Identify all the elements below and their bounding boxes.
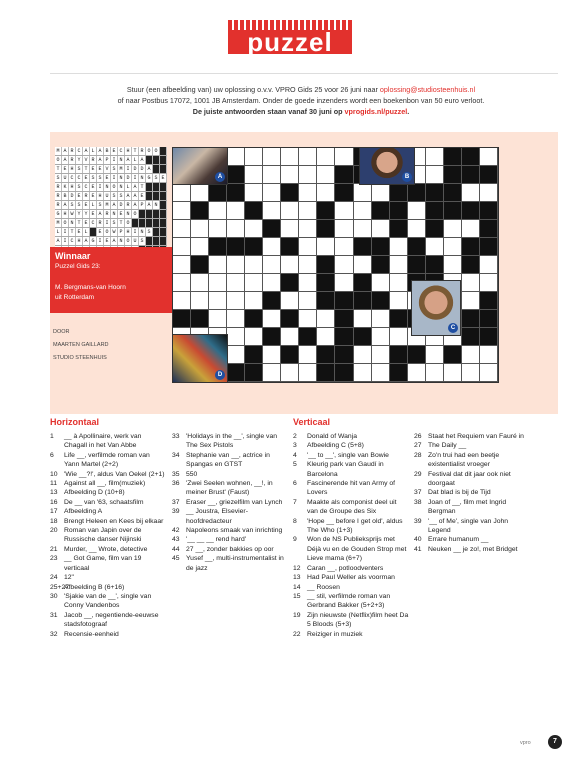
grid-cell [354, 292, 372, 310]
grid-cell [462, 328, 480, 346]
grid-cell [408, 184, 426, 202]
grid-cell [390, 346, 408, 364]
grid-cell[interactable] [209, 220, 227, 238]
grid-cell [317, 292, 335, 310]
solution-row: O A R Y V R A P I N A L A [55, 156, 167, 165]
solution-row: A I C H A G I E A N O U S [55, 237, 167, 246]
clue-item: 27 The Daily __ [414, 442, 467, 450]
grid-cell[interactable] [444, 256, 462, 274]
grid-cell [426, 256, 444, 274]
grid-cell[interactable] [209, 310, 227, 328]
grid-cell [245, 238, 263, 256]
grid-cell[interactable] [299, 148, 317, 166]
grid-cell[interactable] [245, 184, 263, 202]
grid-cell [444, 202, 462, 220]
grid-cell[interactable] [462, 346, 480, 364]
grid-cell [480, 238, 498, 256]
grid-cell [263, 220, 281, 238]
logo-text: puzzel [247, 27, 333, 57]
clue-item: 37 Eraser __, griezelfilm van Lynch [172, 498, 283, 506]
horizontal-heading: Horizontaal [50, 417, 100, 427]
grid-cell[interactable] [281, 328, 299, 346]
grid-cell[interactable] [263, 364, 281, 382]
grid-cell [480, 220, 498, 238]
solution-row: M O N T E C R I S T O [55, 219, 167, 228]
grid-cell[interactable] [354, 202, 372, 220]
grid-cell[interactable] [444, 238, 462, 256]
intro-line2: of naar Postbus 17072, 1001 JB Amsterdam. Onder de goede inzenders wordt een boekenbon van 50 euro verloot. [117, 96, 485, 105]
grid-cell[interactable] [227, 148, 245, 166]
clue-item: 38 Joan of __, film met Ingrid Bergman [414, 498, 507, 516]
clue-item: 36 'Zwei Seelen wohnen, __!, in meiner Brust' (Faust) [172, 480, 273, 497]
grid-cell[interactable] [408, 202, 426, 220]
grid-cell [263, 328, 281, 346]
clue-item: 21 Murder, __ Wrote, detective [50, 545, 148, 553]
grid-cell [245, 202, 263, 220]
grid-cell[interactable] [372, 274, 390, 292]
clue-item: 40 Errare humanum __ [414, 536, 489, 544]
grid-cell [263, 292, 281, 310]
grid-cell [191, 256, 209, 274]
grid-cell[interactable] [299, 292, 317, 310]
grid-cell[interactable] [354, 256, 372, 274]
grid-cell[interactable] [390, 328, 408, 346]
grid-cell[interactable] [354, 184, 372, 202]
grid-cell[interactable] [480, 274, 498, 292]
grid-cell[interactable] [426, 364, 444, 382]
grid-cell [191, 202, 209, 220]
grid-cell[interactable] [173, 274, 191, 292]
grid-cell[interactable] [173, 202, 191, 220]
grid-cell[interactable] [317, 238, 335, 256]
grid-cell[interactable] [191, 184, 209, 202]
grid-cell[interactable] [299, 166, 317, 184]
grid-cell [426, 202, 444, 220]
clue-item: 42 Napoleons smaak van inrichting [172, 527, 283, 535]
solution-row: R B D E R E H U S S A A E [55, 192, 167, 201]
grid-cell [408, 238, 426, 256]
grid-cell [281, 238, 299, 256]
grid-cell[interactable] [263, 274, 281, 292]
solution-row: L I T E L E O W P H I N S [55, 228, 167, 237]
clue-item: 39 __ Joustra, Elsevier-hoofdredacteur [172, 508, 248, 525]
solution-row: G H W Y Y E A R N E N O [55, 210, 167, 219]
grid-cell[interactable] [299, 274, 317, 292]
grid-cell [408, 346, 426, 364]
grid-cell[interactable] [227, 310, 245, 328]
grid-cell[interactable] [209, 202, 227, 220]
grid-cell[interactable] [245, 292, 263, 310]
solution-row: M A R C A L A B E C H T R O O [55, 147, 167, 156]
horizontal-clues-col2 [172, 432, 284, 573]
grid-cell[interactable] [263, 202, 281, 220]
grid-cell[interactable] [281, 292, 299, 310]
clue-item: 31 Jacob __, negentiende-eeuwse stadsfotograaf [50, 611, 159, 629]
winner-title: Winnaar [55, 251, 91, 261]
clue-item: 23 __ Got Game, film van 19 verticaal [50, 555, 142, 572]
grid-cell [390, 310, 408, 328]
grid-cell[interactable] [227, 346, 245, 364]
grid-cell[interactable] [335, 202, 353, 220]
previous-solution-grid [55, 147, 167, 247]
clue-item: 28 Zo'n trui had een beetje existentialist vroeger [414, 451, 500, 469]
grid-cell[interactable] [462, 292, 480, 310]
clue-item: 29 Festival dat dit jaar ook niet doorgaat [414, 470, 511, 488]
grid-cell [335, 328, 353, 346]
grid-cell [480, 292, 498, 310]
clue-item: 10 'Wie __?!', aldus Van Oekel (2+1) [50, 470, 165, 478]
clue-item: 19 Zijn nieuwste (Netflix)film heet Da 5 Bloods (5+3) [293, 611, 409, 629]
grid-cell[interactable] [191, 274, 209, 292]
solution-row: S U C C E S S E I N D I N G S E [55, 174, 167, 183]
grid-cell [245, 310, 263, 328]
grid-cell[interactable] [335, 274, 353, 292]
solution-row: R K H S C E I N O N L A T [55, 183, 167, 192]
grid-cell [335, 292, 353, 310]
clue-item: 20 Roman van Japin over de Russische danser Nijinski [50, 527, 142, 544]
grid-cell[interactable] [173, 256, 191, 274]
intro-line1: Stuur (een afbeelding van) uw oplossing o.v.v. VPRO Gids 25 voor 26 juni naar [126, 85, 380, 94]
grid-cell[interactable] [281, 364, 299, 382]
photo-c: C [411, 280, 461, 336]
grid-cell[interactable] [281, 202, 299, 220]
clue-item: 6 Life __, verfilmde roman van Yann Martel (2+2) [50, 451, 150, 469]
page-number: 7 [548, 735, 562, 749]
photo-b: B [359, 147, 415, 185]
grid-cell [390, 364, 408, 382]
grid-cell [227, 364, 245, 382]
grid-cell [480, 328, 498, 346]
grid-cell[interactable] [281, 256, 299, 274]
grid-cell[interactable] [335, 256, 353, 274]
grid-cell[interactable] [372, 328, 390, 346]
clue-item: 34 Stephanie van __, actrice in Spangas en GTST [172, 451, 270, 469]
grid-cell[interactable] [372, 346, 390, 364]
grid-cell [354, 238, 372, 256]
winner-name: M. Bergmans-van Hoorn uit Rotterdam [55, 284, 126, 301]
grid-cell[interactable] [263, 238, 281, 256]
grid-cell[interactable] [299, 346, 317, 364]
grid-cell [372, 238, 390, 256]
grid-cell[interactable] [173, 292, 191, 310]
grid-cell [317, 202, 335, 220]
grid-cell[interactable] [317, 328, 335, 346]
grid-cell [335, 364, 353, 382]
grid-cell [462, 310, 480, 328]
grid-cell[interactable] [281, 148, 299, 166]
grid-cell [462, 256, 480, 274]
grid-cell [390, 184, 408, 202]
photo-a: A [172, 147, 228, 185]
grid-cell[interactable] [173, 238, 191, 256]
grid-cell [480, 166, 498, 184]
clue-item: 24 12" [50, 574, 74, 582]
grid-cell[interactable] [426, 148, 444, 166]
grid-cell[interactable] [480, 184, 498, 202]
grid-cell[interactable] [263, 310, 281, 328]
vertical-clues-col1 [293, 432, 409, 639]
clue-item: 12 Caran __, potloodventers [293, 564, 384, 572]
grid-cell[interactable] [227, 274, 245, 292]
grid-cell [173, 310, 191, 328]
grid-cell[interactable] [462, 184, 480, 202]
clue-item: 15 __ stil, verfilmde roman van Gerbrand Bakker (5+2+3) [293, 592, 391, 610]
clue-item: 39 '__ of Me', single van John Legend [414, 517, 509, 535]
grid-cell [372, 292, 390, 310]
grid-cell[interactable] [480, 346, 498, 364]
grid-cell [335, 346, 353, 364]
clue-item: 3 Afbeelding C (5+8) [293, 442, 364, 450]
clue-item: 32 Recensie-eenheid [50, 630, 119, 638]
grid-cell [245, 364, 263, 382]
grid-cell[interactable] [263, 166, 281, 184]
grid-cell[interactable] [263, 148, 281, 166]
vertical-clues-col2 [414, 432, 530, 554]
grid-cell [191, 310, 209, 328]
winner-box [50, 247, 172, 313]
email-link[interactable]: oplossing@studiosteenhuis.nl [379, 85, 476, 94]
grid-cell[interactable] [390, 238, 408, 256]
credits: DOOR MAARTEN GAILLARD STUDIO STEENHUIS [53, 329, 109, 361]
grid-cell[interactable] [227, 256, 245, 274]
grid-cell[interactable] [299, 184, 317, 202]
grid-cell [335, 184, 353, 202]
grid-cell [462, 238, 480, 256]
grid-cell[interactable] [317, 148, 335, 166]
grid-cell[interactable] [245, 328, 263, 346]
clue-item: 5 Kleurig park van Gaudí in Barcelona [293, 461, 384, 478]
grid-cell [245, 346, 263, 364]
grid-cell [317, 346, 335, 364]
clue-item: 11 Against all __, film(muziek) [50, 480, 146, 488]
grid-cell [281, 184, 299, 202]
grid-cell [227, 166, 245, 184]
horizontal-clues-col1 [50, 432, 166, 639]
grid-cell[interactable] [408, 364, 426, 382]
grid-cell[interactable] [263, 256, 281, 274]
grid-cell[interactable] [426, 166, 444, 184]
solution-row: R A S S E L S M A D R A P A N [55, 201, 167, 210]
grid-cell[interactable] [299, 364, 317, 382]
grid-cell [462, 166, 480, 184]
grid-cell[interactable] [444, 220, 462, 238]
grid-cell [335, 166, 353, 184]
grid-cell[interactable] [281, 220, 299, 238]
grid-cell [281, 346, 299, 364]
grid-cell [317, 220, 335, 238]
grid-cell[interactable] [299, 220, 317, 238]
intro-line3: De juiste antwoorden staan vanaf 30 juni op [192, 107, 345, 116]
grid-cell[interactable] [299, 238, 317, 256]
clue-item: 4 '__ to __', single van Bowie [293, 451, 389, 459]
grid-cell[interactable] [335, 238, 353, 256]
clue-item: 6 Fascinerende hit van Army of Lovers [293, 480, 396, 497]
clue-item: 35 550 [172, 470, 198, 478]
grid-cell[interactable] [480, 256, 498, 274]
clue-item: 16 De __ van '63, schaatsfilm [50, 498, 144, 506]
grid-cell[interactable] [354, 220, 372, 238]
vertical-heading: Verticaal [293, 417, 331, 427]
grid-cell [462, 202, 480, 220]
puzzel-logo [228, 20, 352, 57]
grid-cell [299, 328, 317, 346]
grid-cell[interactable] [390, 256, 408, 274]
clue-item: 18 Brengt Heleen en Kees bij elkaar [50, 517, 164, 525]
grid-cell[interactable] [173, 220, 191, 238]
grid-cell[interactable] [209, 256, 227, 274]
grid-cell[interactable] [245, 256, 263, 274]
clue-item: 1 __ à Apollinaire, werk van Chagall in het Van Abbe [50, 433, 142, 450]
grid-cell [317, 364, 335, 382]
grid-cell [372, 202, 390, 220]
grid-cell[interactable] [372, 310, 390, 328]
grid-cell [390, 202, 408, 220]
grid-cell[interactable] [390, 292, 408, 310]
grid-cell [335, 310, 353, 328]
clue-item: 13 Afbeelding D (10+8) [50, 489, 125, 497]
grid-cell [281, 274, 299, 292]
grid-cell[interactable] [335, 220, 353, 238]
grid-cell[interactable] [245, 166, 263, 184]
grid-cell[interactable] [299, 202, 317, 220]
grid-cell [408, 256, 426, 274]
winner-subtitle: Puzzel Gids 23: [55, 263, 101, 270]
grid-cell[interactable] [372, 364, 390, 382]
grid-cell[interactable] [191, 238, 209, 256]
clue-item: 17 Afbeelding A [50, 508, 103, 516]
grid-cell[interactable] [408, 220, 426, 238]
grid-cell[interactable] [209, 292, 227, 310]
grid-cell[interactable] [462, 220, 480, 238]
grid-cell [480, 202, 498, 220]
clue-item: 2 Donald of Wanja [293, 433, 357, 440]
clue-item: 33 'Holidays in the __', single van The Sex Pistols [172, 433, 278, 450]
divider [50, 73, 558, 74]
grid-cell[interactable] [480, 148, 498, 166]
clue-item: 43 '__ __ __ rend hard' [172, 536, 247, 544]
grid-cell[interactable] [227, 292, 245, 310]
grid-cell[interactable] [299, 256, 317, 274]
grid-cell[interactable] [245, 274, 263, 292]
photo-d: D [172, 334, 228, 383]
clue-item: 30 'Sjakie van de __', single van Conny Vandenbos [50, 592, 152, 610]
grid-cell [354, 274, 372, 292]
grid-cell [209, 238, 227, 256]
grid-cell [227, 184, 245, 202]
solution-row: T E H S T E E V S M I D D A [55, 165, 167, 174]
grid-cell [444, 346, 462, 364]
grid-cell [462, 148, 480, 166]
grid-cell [444, 184, 462, 202]
grid-cell[interactable] [317, 310, 335, 328]
grid-cell[interactable] [372, 220, 390, 238]
grid-cell [317, 274, 335, 292]
grid-cell [480, 310, 498, 328]
clue-item: 45 Yusef __, multi-instrumentalist in de jazz [172, 555, 284, 572]
grid-cell[interactable] [209, 274, 227, 292]
grid-cell[interactable] [227, 220, 245, 238]
grid-cell[interactable] [426, 238, 444, 256]
grid-cell[interactable] [245, 148, 263, 166]
clue-item: 22 Reiziger in muziek [293, 630, 363, 638]
grid-cell [444, 148, 462, 166]
grid-cell[interactable] [354, 310, 372, 328]
grid-cell [426, 220, 444, 238]
grid-cell[interactable] [480, 364, 498, 382]
grid-cell [444, 166, 462, 184]
website-link[interactable]: vprogids.nl/puzzel [344, 107, 408, 116]
grid-cell [354, 328, 372, 346]
grid-cell [317, 256, 335, 274]
clue-item: 37 Dat blad is bij de Tijd [414, 489, 491, 497]
clue-item: 26 Staat het Requiem van Fauré in [414, 433, 524, 440]
clue-item: 14 __ Roosen [293, 583, 340, 591]
clue-item: 9 Won de NS Publieksprijs met Déjà vu en de Gouden Strop met Lieve mama (6+7) [293, 536, 407, 563]
clue-item: 13 Had Paul Weller als voorman [293, 574, 395, 582]
grid-cell[interactable] [462, 364, 480, 382]
grid-cell[interactable] [390, 274, 408, 292]
grid-cell [372, 256, 390, 274]
grid-cell [227, 238, 245, 256]
instructions: Stuur (een afbeelding van) uw oplossing o.v.v. VPRO Gids 25 voor 26 juni naar oplossing@studiosteenhuis.nl of naar Postbus 17072, 1001 JB Amsterdam. Onder de goede inzenders wordt een boekenbon van 50 euro verloot. De juiste antwoorden staan vanaf 30 juni op vprogids.nl/puzzel. [117, 85, 485, 116]
clue-item: 7 Maakte als componist deel uit van de Groupe des Six [293, 498, 397, 516]
grid-cell[interactable] [372, 184, 390, 202]
grid-cell [209, 184, 227, 202]
grid-cell[interactable] [263, 184, 281, 202]
grid-cell[interactable] [354, 364, 372, 382]
grid-cell[interactable] [173, 184, 191, 202]
grid-cell[interactable] [227, 328, 245, 346]
grid-cell[interactable] [191, 220, 209, 238]
grid-cell[interactable] [462, 274, 480, 292]
grid-cell [390, 220, 408, 238]
clue-item: 25+27 Afbeelding B (6+16) [50, 583, 125, 591]
grid-cell[interactable] [317, 166, 335, 184]
grid-cell[interactable] [317, 184, 335, 202]
clue-item: 8 'Hope __ before I get old', aldus The Who (1+3) [293, 517, 403, 535]
grid-cell [281, 310, 299, 328]
grid-cell[interactable] [444, 364, 462, 382]
grid-cell[interactable] [281, 166, 299, 184]
clue-item: 44 27 __, zonder bakkies op oor [172, 545, 274, 553]
grid-cell[interactable] [354, 346, 372, 364]
grid-cell[interactable] [335, 148, 353, 166]
grid-cell[interactable] [263, 346, 281, 364]
grid-cell [426, 184, 444, 202]
footer-brand: vpro [520, 740, 531, 746]
grid-cell[interactable] [227, 202, 245, 220]
clue-item: 41 Neuken __ je zo!, met Bridget [414, 545, 518, 553]
grid-cell[interactable] [191, 292, 209, 310]
grid-cell[interactable] [299, 310, 317, 328]
grid-cell[interactable] [245, 220, 263, 238]
grid-cell[interactable] [426, 346, 444, 364]
